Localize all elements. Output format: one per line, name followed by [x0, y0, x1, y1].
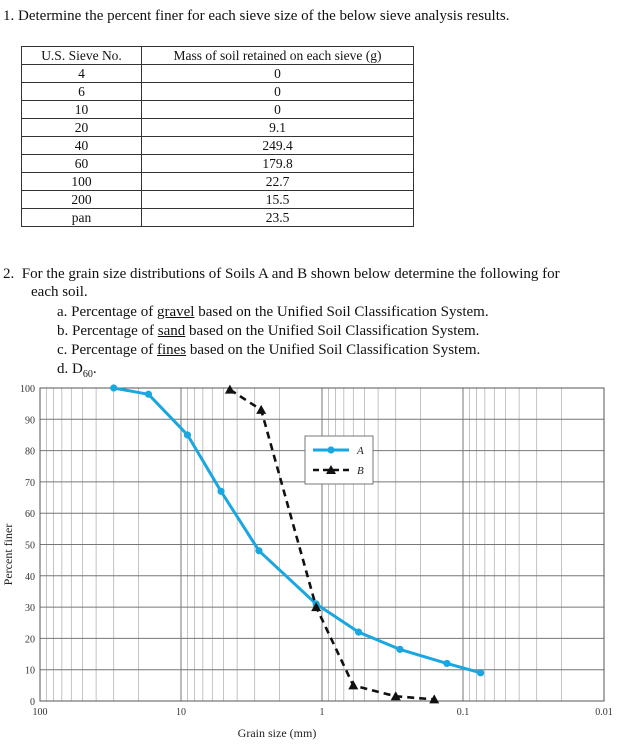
legend-label-a: A [357, 445, 364, 457]
table-row [22, 101, 414, 119]
mass-cell: 0 [142, 83, 414, 101]
data-point-a [477, 669, 484, 676]
mass-cell: 249.4 [142, 137, 414, 155]
y-tick-label: 80 [25, 446, 35, 458]
sieve-no-cell: 100 [22, 173, 142, 191]
y-tick-label: 70 [25, 477, 35, 489]
question-2-items [57, 303, 489, 384]
mass-cell: 179.8 [142, 155, 414, 173]
legend-label-b: B [357, 465, 364, 477]
data-point-a [355, 629, 362, 636]
y-axis-label: Percent finer [1, 523, 15, 586]
mass-cell: 0 [142, 65, 414, 83]
data-point-a [255, 547, 262, 554]
sieve-no-header: U.S. Sieve No. [22, 47, 142, 65]
question-2-line-2: each soil. [31, 284, 88, 300]
data-point-a [217, 488, 224, 495]
question-1-number: 1. [3, 8, 15, 24]
mass-cell: 9.1 [142, 119, 414, 137]
table-row [22, 209, 414, 227]
item-b: b. Percentage of sand based on the Unified Soil Classification System. [57, 323, 480, 339]
sieve-no-cell: 20 [22, 119, 142, 137]
question-2 [3, 265, 560, 301]
data-point-b [256, 405, 266, 414]
data-point-b [348, 680, 358, 689]
sieve-no-cell: 40 [22, 137, 142, 155]
sieve-no-cell: 4 [22, 65, 142, 83]
sieve-table [21, 46, 414, 227]
data-point-a [110, 384, 117, 391]
question-1-text: Determine the percent finer for each sieve size of the below sieve analysis results. [18, 8, 510, 24]
sieve-no-cell: 200 [22, 191, 142, 209]
data-point-b [225, 385, 235, 394]
data-point-a [145, 391, 152, 398]
mass-cell: 22.7 [142, 173, 414, 191]
data-point-a [443, 660, 450, 667]
table-row [22, 191, 414, 209]
question-2-number: 2. [3, 266, 15, 282]
legend [305, 436, 373, 484]
item-d: d. $D_{60}$. [57, 361, 97, 380]
table-row [22, 119, 414, 137]
y-tick-label: 40 [25, 571, 35, 583]
y-tick-label: 0 [30, 697, 35, 708]
sieve-no-cell: 6 [22, 83, 142, 101]
x-tick-label: 0.1 [456, 707, 470, 718]
mass-cell: 0 [142, 101, 414, 119]
table-row [22, 83, 414, 101]
sieve-no-cell: 60 [22, 155, 142, 173]
sieve-no-cell: pan [22, 209, 142, 227]
x-tick-label: 100 [32, 707, 48, 718]
mass-retained-header: Mass of soil retained on each sieve (g) [142, 47, 414, 65]
table-row [22, 65, 414, 83]
y-tick-label: 30 [25, 603, 35, 615]
y-tick-label: 90 [25, 415, 35, 427]
y-tick-label: 50 [25, 540, 35, 552]
table-row [22, 173, 414, 191]
y-tick-label: 20 [25, 634, 35, 646]
mass-cell: 23.5 [142, 209, 414, 227]
item-c: c. Percentage of fines based on the Unified Soil Classification System. [57, 342, 481, 358]
question-2-line-1: 2. For the grain size distributions of Soils A and B shown below determine the following for [3, 266, 560, 282]
mass-cell: 15.5 [142, 191, 414, 209]
legend-marker-a [327, 446, 334, 453]
item-a: a. Percentage of gravel based on the Unified Soil Classification System. [57, 304, 489, 320]
table-row [22, 155, 414, 173]
x-tick-label: 0.01 [595, 707, 613, 718]
x-tick-label: 1 [319, 707, 325, 718]
grain-size-chart [0, 378, 643, 751]
sieve-no-cell: 10 [22, 101, 142, 119]
data-point-b [429, 694, 439, 703]
y-tick-label: 60 [25, 509, 35, 521]
question-1 [3, 8, 509, 25]
y-tick-label: 10 [25, 665, 35, 677]
x-tick-label: 10 [176, 707, 186, 718]
series-line-a [114, 388, 481, 673]
table-row [22, 137, 414, 155]
x-axis-label: Grain size (mm) [237, 726, 317, 740]
y-tick-label: 100 [20, 384, 35, 395]
data-point-a [396, 646, 403, 653]
sieve-table-header [22, 47, 414, 65]
data-point-a [184, 431, 191, 438]
